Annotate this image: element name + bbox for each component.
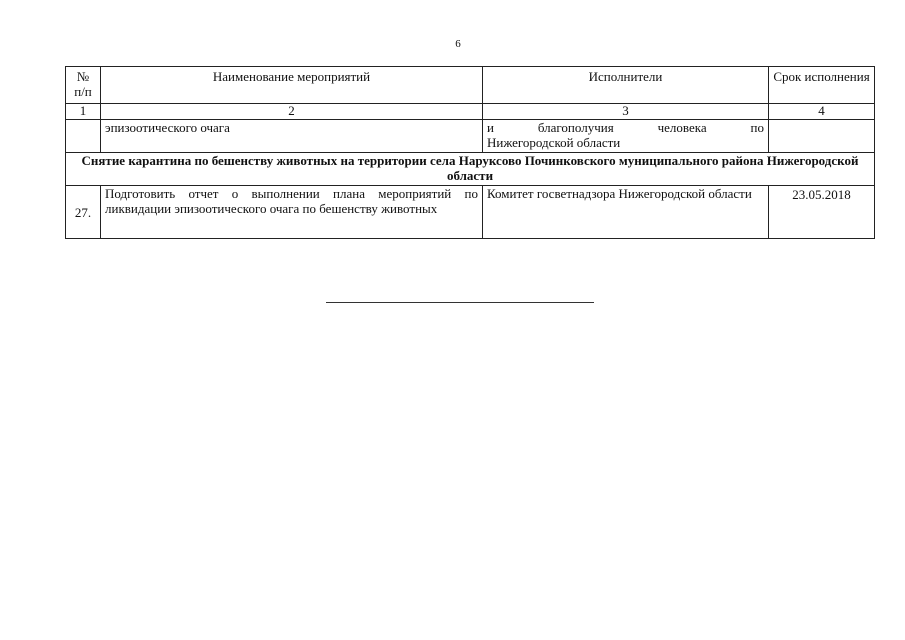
continuation-executors: [483, 120, 769, 153]
row-num: 27.: [66, 186, 101, 239]
row-executors: Комитет госветнадзора Нижегородской области: [483, 186, 769, 239]
page-number: 6: [455, 38, 461, 50]
column-index-row: [66, 104, 875, 120]
continuation-name: эпизоотического очага: [101, 120, 483, 153]
column-index: 1: [66, 104, 101, 120]
row-deadline: 23.05.2018: [769, 186, 875, 239]
section-row: [66, 153, 875, 186]
measures-table: [65, 66, 875, 239]
column-index: 3: [483, 104, 769, 120]
continuation-row: [66, 120, 875, 153]
row-name: Подготовить отчет о выполнении плана мероприятий по ликвидации эпизоотического очага по бешенству животных: [101, 186, 483, 239]
continuation-deadline: [769, 120, 875, 153]
closing-line: [326, 302, 594, 303]
table-row: [66, 186, 875, 239]
column-index: 2: [101, 104, 483, 120]
continuation-executors-line: Нижегородской области: [487, 135, 621, 150]
table-header-row: [66, 67, 875, 104]
header-executors: Исполнители: [483, 67, 769, 104]
column-index: 4: [769, 104, 875, 120]
section-title: Снятие карантина по бешенству животных на территории села Наруксово Починковского муниципального района Нижегородской области: [66, 153, 875, 186]
continuation-num: [66, 120, 101, 153]
header-name: Наименование мероприятий: [101, 67, 483, 104]
header-num: № п/п: [66, 67, 101, 104]
continuation-executors-line: и благополучия человека по: [487, 120, 764, 135]
header-deadline: Срок исполнения: [769, 67, 875, 104]
